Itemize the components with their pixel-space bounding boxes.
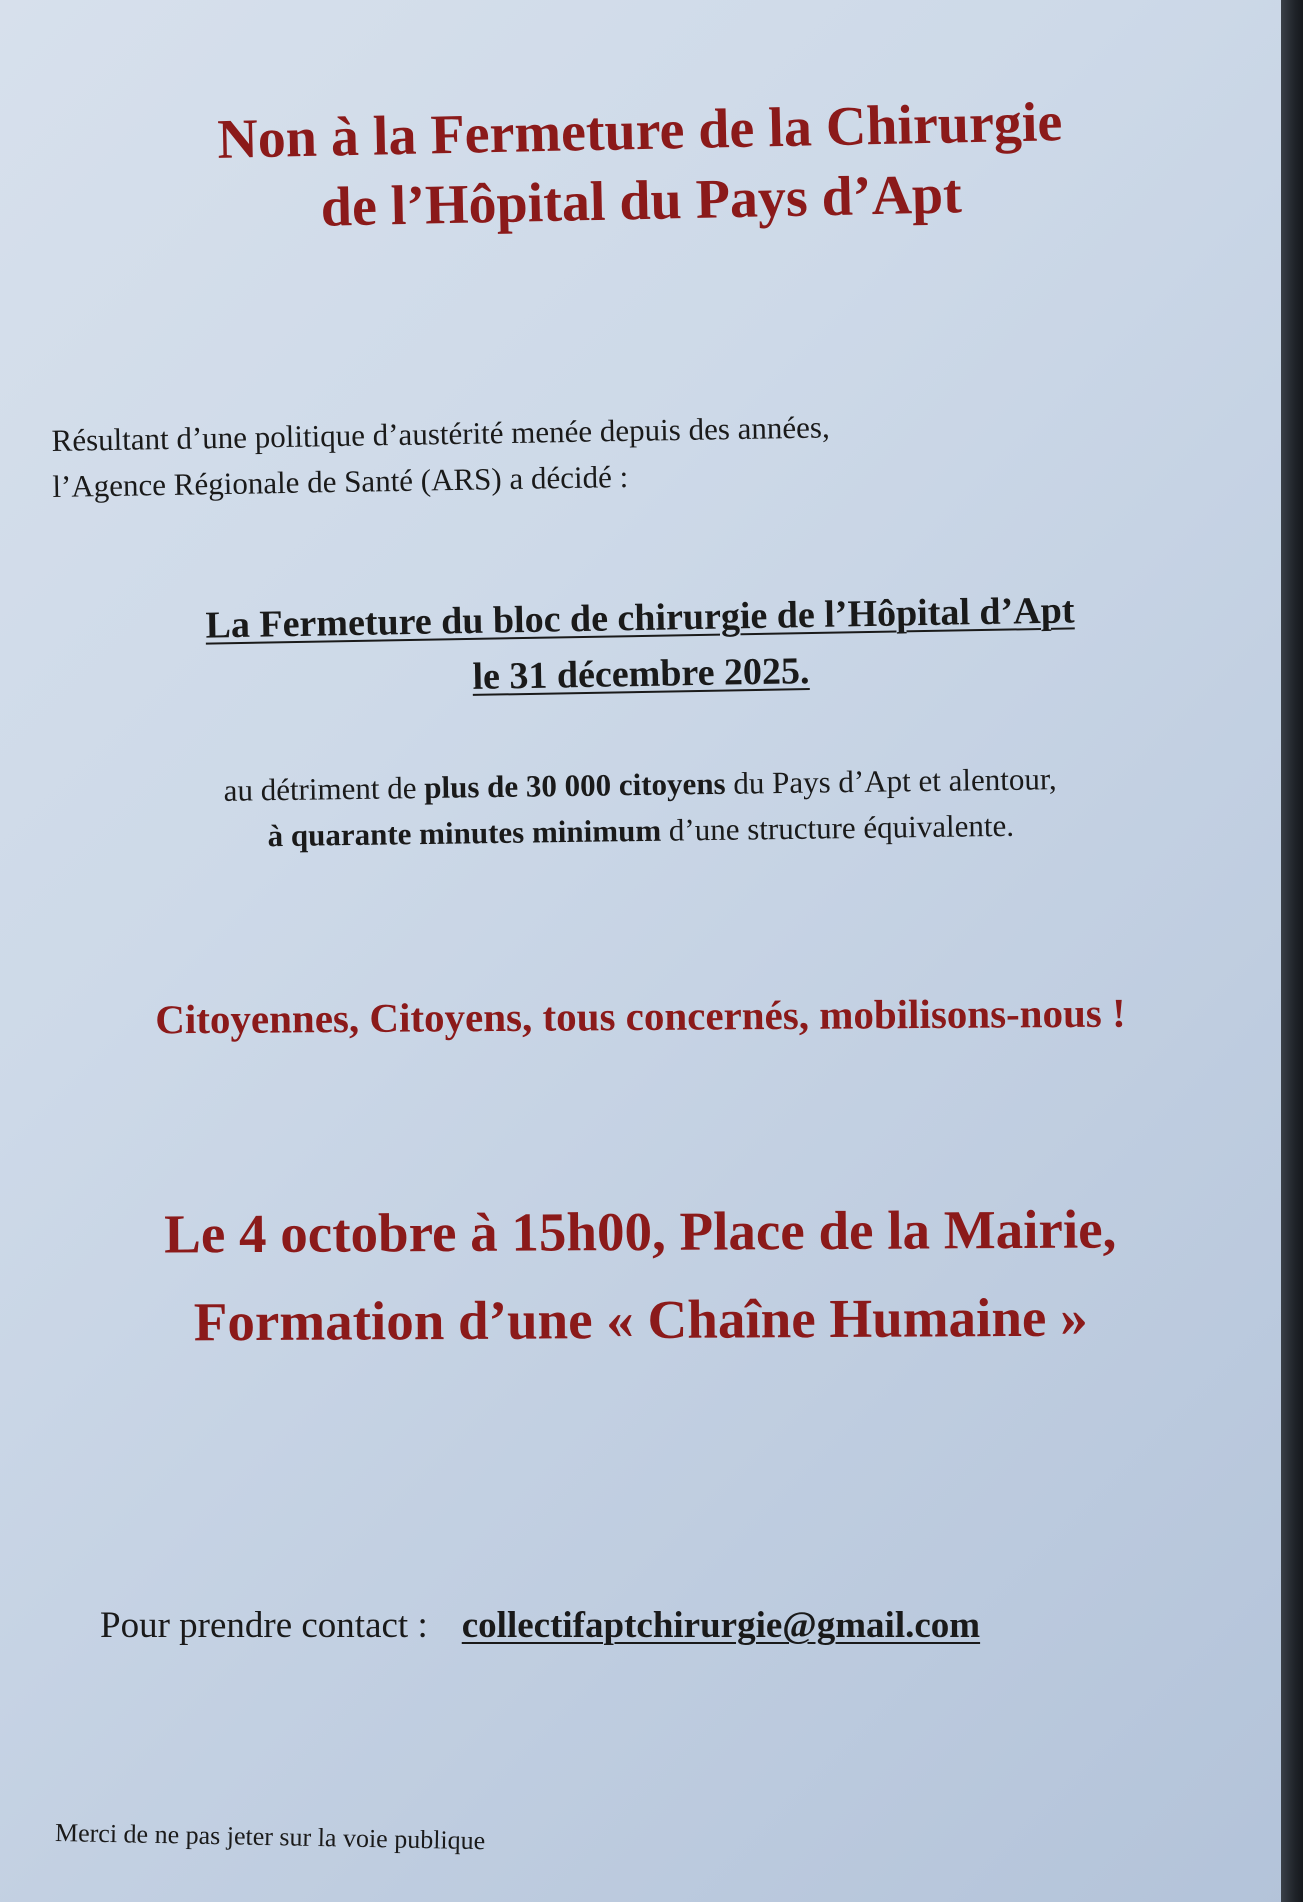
intro-paragraph — [51, 404, 831, 510]
impact-emphasis-citizens: plus de 30 000 citoyens — [423, 765, 726, 806]
contact-email-link[interactable]: collectifaptchirurgie@gmail.com — [461, 1605, 981, 1646]
impact-emphasis-distance: à quarante minutes minimum — [267, 812, 662, 854]
decision-line-2: le 31 décembre 2025. — [472, 650, 810, 698]
event-description: Formation d’une « Chaîne Humaine » — [193, 1286, 1088, 1353]
event-date-place: Le 4 octobre à 15h00, Place de la Mairie, — [164, 1198, 1117, 1265]
title-line-1: Non à la Fermeture de la Chirurgie — [216, 91, 1063, 171]
contact-label: Pour prendre contact : — [100, 1605, 428, 1646]
call-to-action: Citoyennes, Citoyens, tous concernés, mobilisons-nous ! — [155, 989, 1126, 1043]
title-line-2: de l’Hôpital du Pays d’Apt — [320, 163, 963, 239]
footer-note: Merci de ne pas jeter sur la voie publique — [54, 1818, 486, 1856]
impact-text: du Pays d’Apt et alentour, — [725, 761, 1057, 801]
contact-line — [100, 1600, 980, 1652]
impact-text: d’une structure équivalente. — [660, 807, 1015, 848]
event-announcement — [0, 1185, 1281, 1368]
impact-paragraph — [0, 753, 1282, 863]
intro-line-2: l’Agence Régionale de Santé (ARS) a décidé : — [52, 458, 629, 504]
flyer-title — [0, 83, 1282, 250]
intro-line-1: Résultant d’une politique d’austérité menée depuis des années, — [51, 409, 830, 459]
decision-line-1: La Fermeture du bloc de chirurgie de l’Hôpital d’Apt — [205, 589, 1075, 647]
impact-text: au détriment de — [223, 770, 425, 808]
decision-statement — [0, 579, 1282, 713]
paper-edge-shadow — [1281, 0, 1303, 1902]
